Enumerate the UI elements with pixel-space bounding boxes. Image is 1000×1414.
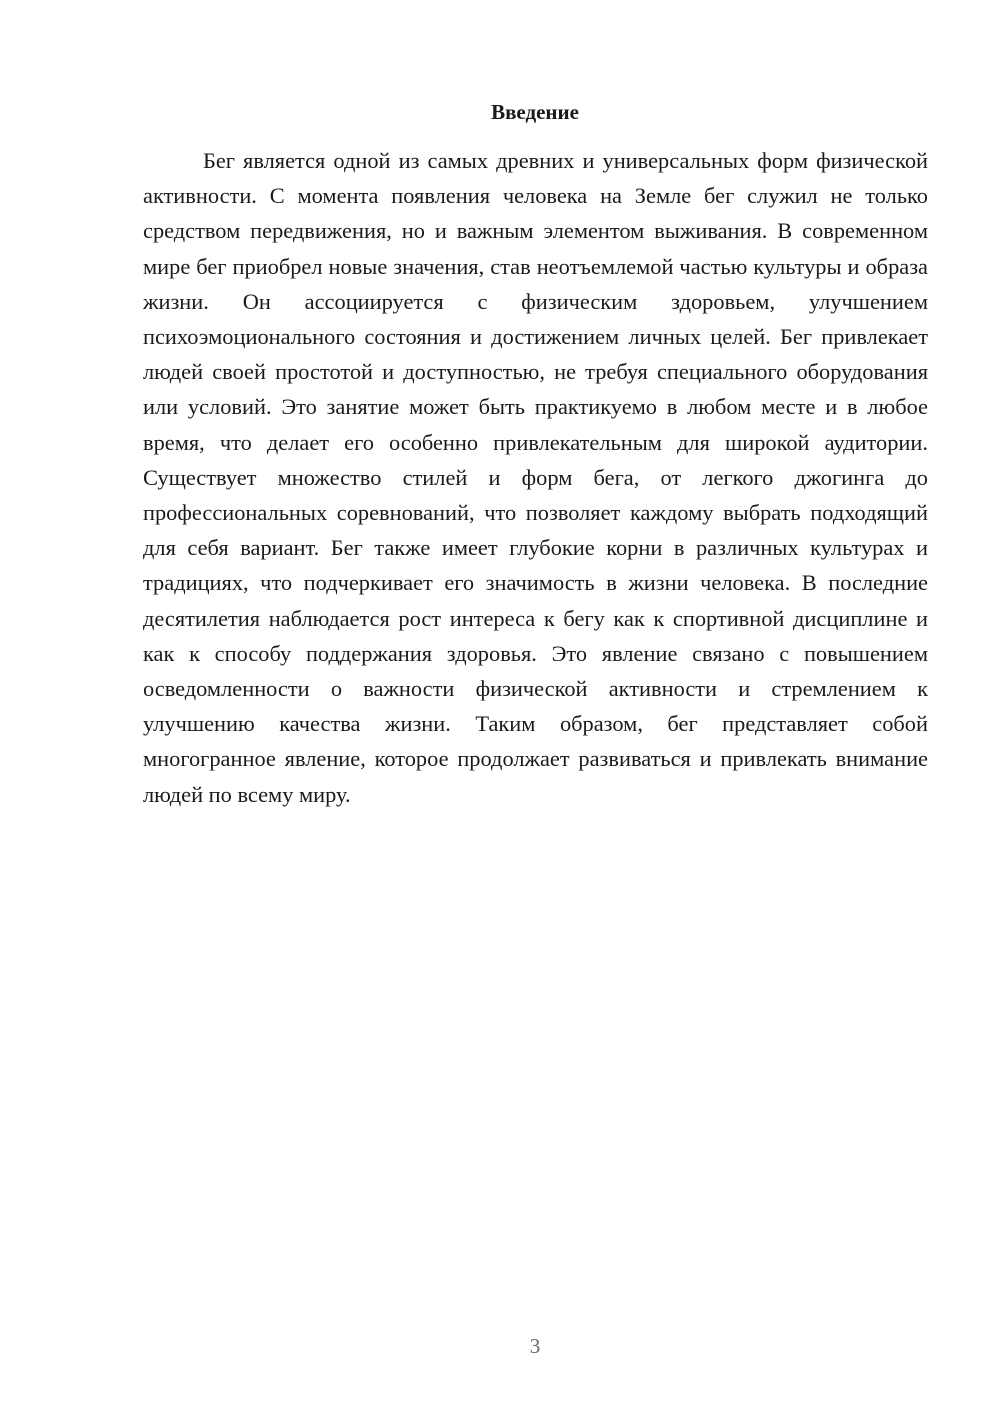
section-title: Введение xyxy=(491,100,579,124)
page-number: 3 xyxy=(529,1334,541,1358)
body-paragraph: Бег является одной из самых древних и универсальных форм физической активности. С момента появления человека на Земле бег служил не только средством передвижения, но и важным элементом выживания. В современном мире бег приобрел новые значения, став неотъемлемой частью культуры и образа жизни. Он ассоциируется с физическим здоровьем, улучшением психоэмоционального состояния и достижением личных целей. Бег привлекает людей своей простотой и доступностью, не требуя специального оборудования или условий. Это занятие может быть практикуемо в любом месте и в любое время, что делает его особенно привлекательным для широкой аудитории. Существует множество стилей и форм бега, от легкого джогинга до профессиональных соревнований, что позволяет каждому выбрать подходящий для себя вариант. Бег также имеет глубокие корни в различных культурах и традициях, что подчеркивает его значимость в жизни человека. В последние десятилетия наблюдается рост интереса к бегу как к спортивной дисциплине и как к способу поддержания здоровья. Это явление связано с повышением осведомленности о важности физической активности и стремлением к улучшению качества жизни. Таким образом, бег представляет собой многогранное явление, которое продолжает развиваться и привлекать внимание людей по всему миру. xyxy=(143,148,928,807)
